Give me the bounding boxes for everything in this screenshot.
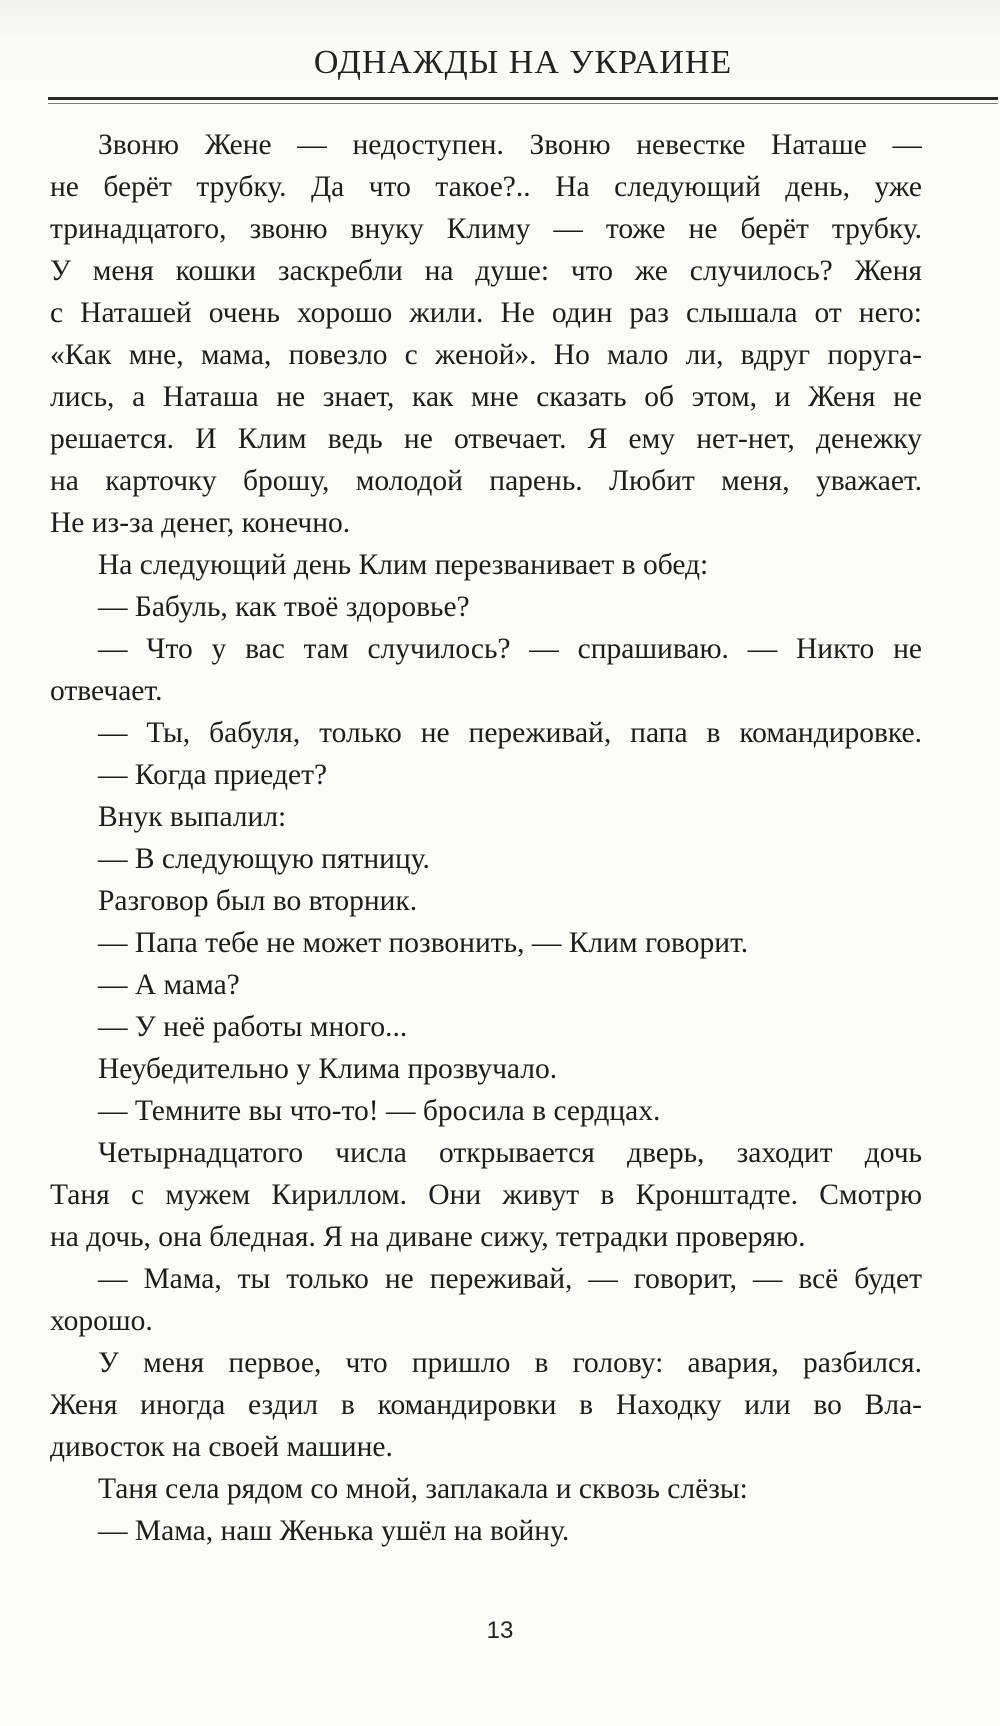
text-line: Разговор был во вторник. [98, 885, 418, 917]
text-line: Звоню Жене — недоступен. Звоню невестке Наташе — [98, 129, 922, 161]
text-line: не берёт трубку. Да что такое?.. На следующий день, уже [50, 171, 922, 203]
text-line: «Как мне, мама, повезло с женой». Но мало ли, вдруг поруга- [50, 339, 922, 371]
text-line: Таня села рядом со мной, заплакала и сквозь слёзы: [98, 1473, 748, 1505]
text-line: У меня кошки заскребли на душе: что же случилось? Женя [50, 255, 922, 287]
text-line: дивосток на своей машине. [50, 1431, 393, 1463]
running-header: ОДНАЖДЫ НА УКРАИНЕ [313, 44, 733, 81]
text-line: Неубедительно у Клима прозвучало. [98, 1053, 558, 1085]
text-line: — А мама? [98, 969, 240, 1001]
text-line: на дочь, она бледная. Я на диване сижу, тетрадки проверяю. [50, 1221, 806, 1253]
text-line: — Бабуль, как твоё здоровье? [98, 591, 470, 623]
text-line: Внук выпалил: [98, 801, 287, 833]
text-line: — Что у вас там случилось? — спрашиваю. — Никто не [98, 633, 922, 665]
header-rule [48, 97, 998, 100]
text-line: — У неё работы много... [98, 1011, 408, 1043]
text-line: с Наташей очень хорошо жили. Не один раз слышала от него: [50, 297, 922, 329]
text-line: лись, а Наташа не знает, как мне сказать об этом, и Женя не [50, 381, 922, 413]
header-rule-thin [48, 103, 998, 104]
text-line: На следующий день Клим перезванивает в обед: [98, 549, 709, 581]
text-line: — Ты, бабуля, только не переживай, папа в командировке. [98, 717, 922, 749]
text-line: решается. И Клим ведь не отвечает. Я ему нет-нет, денежку [50, 423, 922, 455]
text-line: на карточку брошу, молодой парень. Любит меня, уважает. [50, 465, 922, 497]
text-line: Таня с мужем Кириллом. Они живут в Кронштадте. Смотрю [50, 1179, 922, 1211]
text-line: — Темните вы что-то! — бросила в сердцах. [98, 1095, 661, 1127]
text-line: У меня первое, что пришло в голову: авария, разбился. [98, 1347, 922, 1379]
text-line: — Папа тебе не может позвонить, — Клим говорит. [98, 927, 749, 959]
body-text [50, 124, 922, 1552]
text-line: Четырнадцатого числа открывается дверь, заходит дочь [98, 1137, 922, 1169]
text-line: Женя иногда ездил в командировки в Находку или во Вла- [50, 1389, 922, 1421]
text-line: — В следующую пятницу. [98, 843, 430, 875]
text-line: хорошо. [50, 1305, 153, 1337]
text-line: отвечает. [50, 675, 163, 707]
page-number: 13 [486, 1617, 514, 1644]
text-line: Не из-за денег, конечно. [50, 507, 351, 539]
text-line: — Когда приедет? [98, 759, 328, 791]
text-line: — Мама, наш Женька ушёл на войну. [98, 1515, 570, 1547]
text-line: тринадцатого, звоню внуку Климу — тоже не берёт трубку. [50, 213, 922, 245]
text-line: — Мама, ты только не переживай, — говорит, — всё будет [98, 1263, 922, 1295]
